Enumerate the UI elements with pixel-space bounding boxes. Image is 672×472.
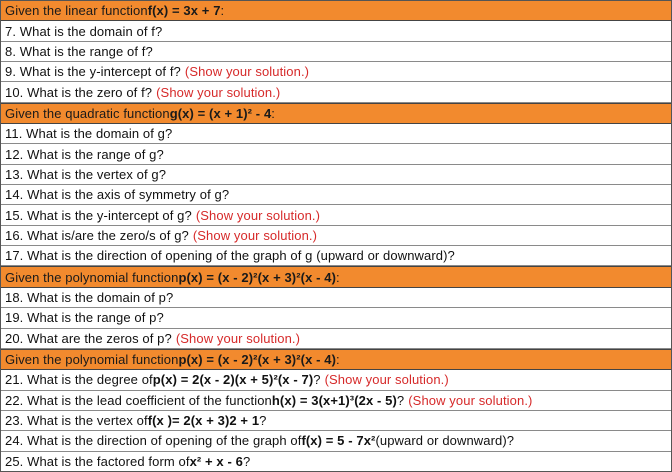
question-row-14 — [1, 185, 671, 205]
question-row-13 — [1, 165, 671, 185]
question-text: 17. What is the direction of opening of the graph of g (upward or downward)? — [5, 248, 455, 264]
section-header-quadratic — [1, 103, 671, 124]
question-row-9 — [1, 62, 671, 82]
question-row-23 — [1, 411, 671, 431]
question-text: 11. What is the domain of g? — [5, 126, 173, 142]
section-colon: : — [336, 269, 340, 285]
question-text: 12. What is the range of g? — [5, 146, 164, 162]
section-colon: : — [271, 105, 275, 121]
math-expression: f(x )= 2(x + 3)2 + 1 — [147, 413, 260, 429]
question-row-12 — [1, 144, 671, 164]
section-header-linear — [1, 1, 671, 21]
question-text: 16. What is/are the zero/s of g? — [5, 227, 189, 243]
question-row-7 — [1, 21, 671, 41]
question-text: 19. What is the range of p? — [5, 310, 164, 326]
question-text: 9. What is the y-intercept of f? — [5, 64, 181, 80]
question-row-8 — [1, 42, 671, 62]
question-row-21 — [1, 370, 671, 390]
question-text: 18. What is the domain of p? — [5, 289, 174, 305]
show-solution-note: (Show your solution.) — [324, 372, 449, 388]
question-row-20 — [1, 329, 671, 349]
question-row-16 — [1, 226, 671, 246]
math-expression: x² + x - 6 — [189, 453, 243, 469]
question-end: ? — [259, 413, 267, 429]
question-end: ? — [396, 392, 405, 408]
show-solution-note: (Show your solution.) — [184, 64, 310, 80]
question-text: 20. What are the zeros of p? — [5, 330, 172, 346]
section-intro: Given the polynomial function — [5, 352, 179, 368]
math-expression: p(x) = 2(x - 2)(x + 5)²(x - 7) — [152, 372, 314, 388]
question-row-11 — [1, 124, 671, 144]
question-text: 24. What is the direction of opening of the graph of — [5, 433, 302, 449]
question-row-15 — [1, 205, 671, 225]
question-text: 21. What is the degree of — [5, 372, 153, 388]
question-row-17 — [1, 246, 671, 266]
show-solution-note: (Show your solution.) — [408, 392, 533, 408]
question-row-19 — [1, 308, 671, 328]
section-colon: : — [336, 352, 340, 368]
section-intro: Given the polynomial function — [5, 269, 179, 285]
question-text: 8. What is the range of f? — [5, 43, 153, 59]
question-end: ? — [313, 372, 321, 388]
function-expression: g(x) = (x + 1)² - 4 — [169, 105, 272, 121]
section-colon: : — [220, 3, 225, 19]
question-text: 15. What is the y-intercept of g? — [5, 207, 192, 223]
question-text: 13. What is the vertex of g? — [5, 166, 167, 182]
section-intro: Given the quadratic function — [5, 105, 170, 121]
show-solution-note: (Show your solution.) — [195, 207, 321, 223]
question-end: ? — [242, 453, 251, 469]
question-text: 7. What is the domain of f? — [5, 23, 163, 39]
question-text: 23. What is the vertex of — [5, 413, 148, 429]
function-expression: f(x) = 3x + 7 — [147, 3, 221, 19]
section-header-polynomial-2 — [1, 349, 671, 370]
question-text: 10. What is the zero of f? — [5, 84, 153, 100]
math-expression: h(x) = 3(x+1)³(2x - 5) — [271, 392, 397, 408]
question-end: (upward or downward)? — [375, 433, 515, 449]
section-header-polynomial-1 — [1, 266, 671, 287]
question-row-25 — [1, 452, 671, 471]
show-solution-note: (Show your solution.) — [192, 227, 318, 243]
question-text: 14. What is the axis of symmetry of g? — [5, 187, 230, 203]
function-expression: p(x) = (x - 2)²(x + 3)²(x - 4) — [178, 269, 337, 285]
show-solution-note: (Show your solution.) — [175, 330, 301, 346]
show-solution-note: (Show your solution.) — [156, 84, 281, 100]
section-intro: Given the linear function — [5, 3, 148, 19]
question-row-22 — [1, 391, 671, 411]
question-text: 25. What is the factored form of — [5, 453, 190, 469]
question-text: 22. What is the lead coefficient of the function — [5, 392, 272, 408]
function-expression: p(x) = (x - 2)²(x + 3)²(x - 4) — [178, 352, 337, 368]
question-row-18 — [1, 288, 671, 308]
question-row-10 — [1, 82, 671, 102]
question-row-24 — [1, 431, 671, 451]
math-expression: f(x) = 5 - 7x² — [301, 433, 376, 449]
